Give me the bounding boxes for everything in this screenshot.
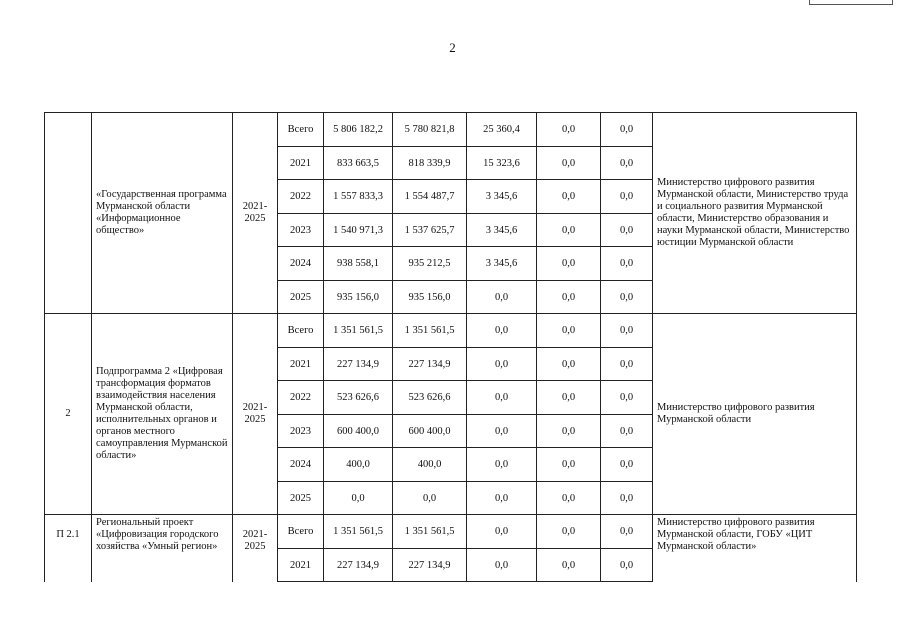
year-cell: 2021 bbox=[278, 146, 324, 180]
row-number-cell: 2 bbox=[45, 314, 92, 515]
amount-cell: 0,0 bbox=[537, 146, 601, 180]
amount-cell: 400,0 bbox=[324, 448, 393, 482]
program-name-cell: «Государственная программа Мурманской области «Информационное общество» bbox=[92, 113, 233, 314]
amount-cell: 0,0 bbox=[537, 314, 601, 348]
amount-cell: 0,0 bbox=[601, 213, 653, 247]
amount-cell: 227 134,9 bbox=[393, 548, 467, 582]
table-row bbox=[45, 113, 857, 147]
amount-cell: 0,0 bbox=[467, 414, 537, 448]
amount-cell: 1 540 971,3 bbox=[324, 213, 393, 247]
executor-cell: Министерство цифрового развития Мурманской области, ГОБУ «ЦИТ Мурманской области» bbox=[653, 515, 857, 582]
period-cell: 2021- 2025 bbox=[233, 314, 278, 515]
amount-cell: 1 351 561,5 bbox=[393, 515, 467, 549]
amount-cell: 0,0 bbox=[467, 314, 537, 348]
amount-cell: 1 351 561,5 bbox=[324, 314, 393, 348]
amount-cell: 833 663,5 bbox=[324, 146, 393, 180]
amount-cell: 0,0 bbox=[601, 548, 653, 582]
amount-cell: 1 537 625,7 bbox=[393, 213, 467, 247]
program-name-cell: Региональный проект «Цифровизация городского хозяйства «Умный регион» bbox=[92, 515, 233, 582]
year-cell: 2022 bbox=[278, 180, 324, 214]
program-finance-table bbox=[44, 112, 857, 582]
year-cell: Всего bbox=[278, 113, 324, 147]
year-cell: 2023 bbox=[278, 414, 324, 448]
executor-cell: Министерство цифрового развития Мурманской области, Министерство труда и социального развития Мурманской области, Министерство образования и науки Мурманской области, Министерство юстиции Мурманской области bbox=[653, 113, 857, 314]
row-number-cell bbox=[45, 113, 92, 314]
amount-cell: 3 345,6 bbox=[467, 247, 537, 281]
amount-cell: 0,0 bbox=[601, 247, 653, 281]
amount-cell: 0,0 bbox=[537, 414, 601, 448]
amount-cell: 0,0 bbox=[537, 548, 601, 582]
amount-cell: 0,0 bbox=[601, 180, 653, 214]
amount-cell: 0,0 bbox=[467, 481, 537, 515]
amount-cell: 935 156,0 bbox=[324, 280, 393, 314]
amount-cell: 600 400,0 bbox=[324, 414, 393, 448]
year-cell: 2024 bbox=[278, 448, 324, 482]
amount-cell: 0,0 bbox=[537, 213, 601, 247]
amount-cell: 5 806 182,2 bbox=[324, 113, 393, 147]
amount-cell: 0,0 bbox=[601, 280, 653, 314]
amount-cell: 0,0 bbox=[537, 180, 601, 214]
amount-cell: 0,0 bbox=[537, 280, 601, 314]
amount-cell: 0,0 bbox=[324, 481, 393, 515]
amount-cell: 0,0 bbox=[601, 515, 653, 549]
amount-cell: 0,0 bbox=[467, 548, 537, 582]
amount-cell: 0,0 bbox=[537, 347, 601, 381]
amount-cell: 1 557 833,3 bbox=[324, 180, 393, 214]
amount-cell: 523 626,6 bbox=[324, 381, 393, 415]
table-row bbox=[45, 515, 857, 549]
amount-cell: 1 554 487,7 bbox=[393, 180, 467, 214]
amount-cell: 0,0 bbox=[467, 381, 537, 415]
year-cell: 2021 bbox=[278, 548, 324, 582]
row-number-cell: П 2.1 bbox=[45, 515, 92, 582]
amount-cell: 0,0 bbox=[393, 481, 467, 515]
amount-cell: 0,0 bbox=[537, 247, 601, 281]
amount-cell: 400,0 bbox=[393, 448, 467, 482]
amount-cell: 0,0 bbox=[601, 347, 653, 381]
amount-cell: 0,0 bbox=[537, 381, 601, 415]
amount-cell: 0,0 bbox=[601, 146, 653, 180]
amount-cell: 15 323,6 bbox=[467, 146, 537, 180]
amount-cell: 0,0 bbox=[537, 515, 601, 549]
year-cell: 2025 bbox=[278, 481, 324, 515]
year-cell: Всего bbox=[278, 515, 324, 549]
program-name-cell: Подпрограмма 2 «Цифровая трансформация форматов взаимодействия населения Мурманской области, исполнительных органов и органов местного самоуправления Мурманской области» bbox=[92, 314, 233, 515]
amount-cell: 523 626,6 bbox=[393, 381, 467, 415]
amount-cell: 0,0 bbox=[467, 448, 537, 482]
amount-cell: 0,0 bbox=[601, 448, 653, 482]
amount-cell: 0,0 bbox=[601, 414, 653, 448]
amount-cell: 0,0 bbox=[601, 381, 653, 415]
amount-cell: 0,0 bbox=[467, 280, 537, 314]
table-row bbox=[45, 314, 857, 348]
amount-cell: 0,0 bbox=[467, 515, 537, 549]
amount-cell: 0,0 bbox=[601, 314, 653, 348]
amount-cell: 0,0 bbox=[601, 113, 653, 147]
year-cell: 2023 bbox=[278, 213, 324, 247]
amount-cell: 1 351 561,5 bbox=[393, 314, 467, 348]
period-cell: 2021- 2025 bbox=[233, 515, 278, 582]
amount-cell: 25 360,4 bbox=[467, 113, 537, 147]
year-cell: 2021 bbox=[278, 347, 324, 381]
amount-cell: 1 351 561,5 bbox=[324, 515, 393, 549]
amount-cell: 818 339,9 bbox=[393, 146, 467, 180]
amount-cell: 0,0 bbox=[601, 481, 653, 515]
amount-cell: 0,0 bbox=[537, 448, 601, 482]
amount-cell: 0,0 bbox=[537, 481, 601, 515]
amount-cell: 227 134,9 bbox=[324, 548, 393, 582]
page-number: 2 bbox=[449, 40, 456, 55]
corner-mark bbox=[809, 0, 893, 5]
amount-cell: 935 212,5 bbox=[393, 247, 467, 281]
year-cell: Всего bbox=[278, 314, 324, 348]
amount-cell: 227 134,9 bbox=[324, 347, 393, 381]
amount-cell: 938 558,1 bbox=[324, 247, 393, 281]
amount-cell: 3 345,6 bbox=[467, 180, 537, 214]
amount-cell: 935 156,0 bbox=[393, 280, 467, 314]
period-cell: 2021- 2025 bbox=[233, 113, 278, 314]
year-cell: 2022 bbox=[278, 381, 324, 415]
amount-cell: 3 345,6 bbox=[467, 213, 537, 247]
amount-cell: 0,0 bbox=[537, 113, 601, 147]
year-cell: 2025 bbox=[278, 280, 324, 314]
executor-cell: Министерство цифрового развития Мурманской области bbox=[653, 314, 857, 515]
year-cell: 2024 bbox=[278, 247, 324, 281]
amount-cell: 5 780 821,8 bbox=[393, 113, 467, 147]
amount-cell: 600 400,0 bbox=[393, 414, 467, 448]
amount-cell: 227 134,9 bbox=[393, 347, 467, 381]
amount-cell: 0,0 bbox=[467, 347, 537, 381]
